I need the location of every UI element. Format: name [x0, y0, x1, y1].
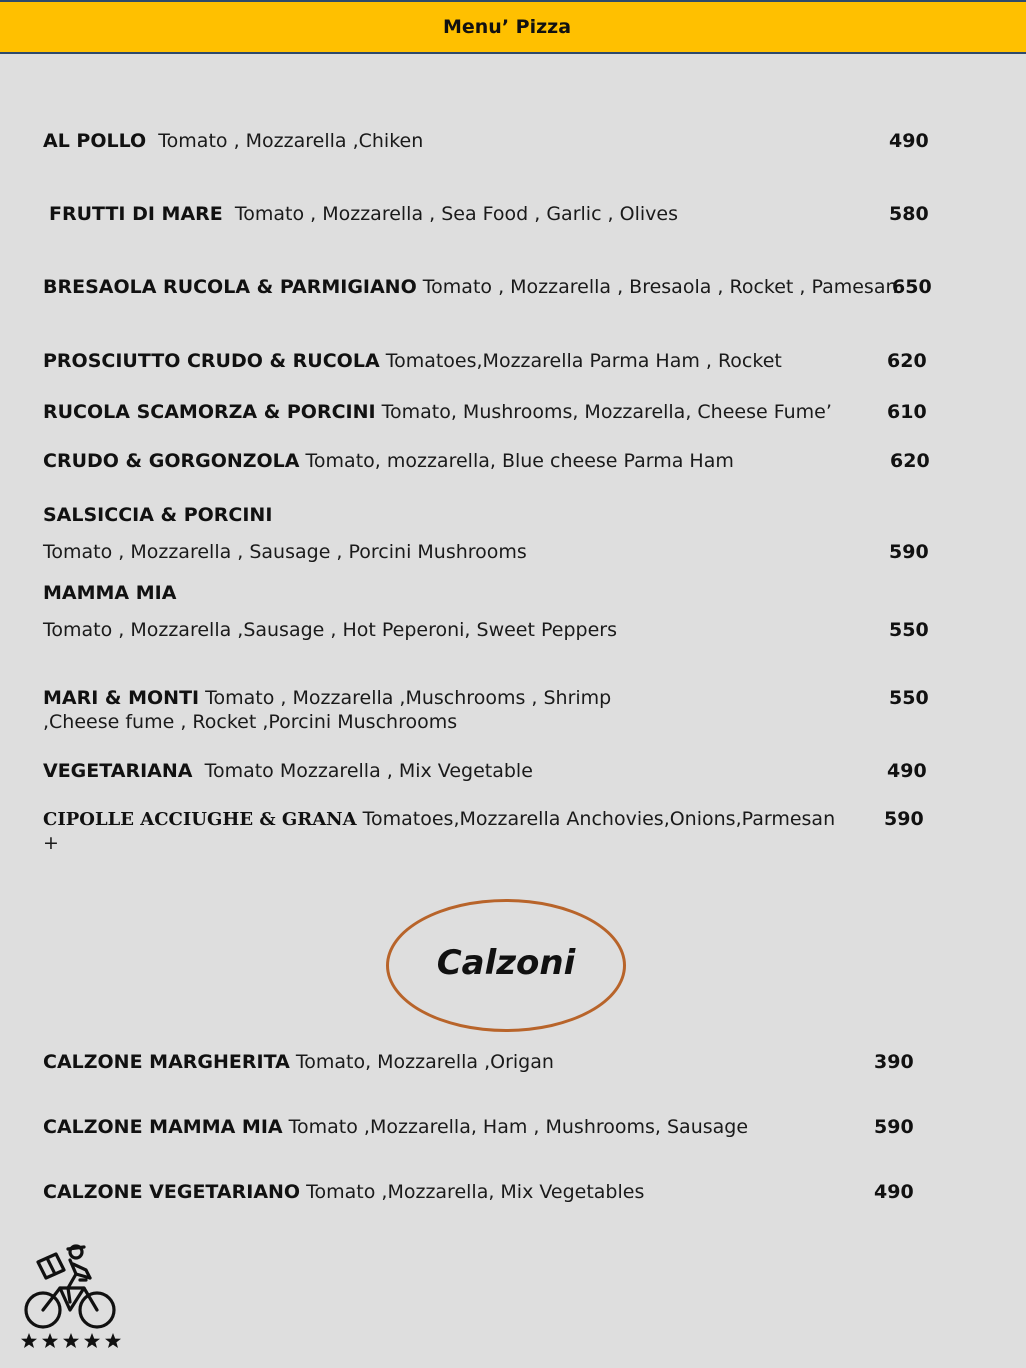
item-name: CALZONE MARGHERITA — [43, 1051, 290, 1073]
item-name: RUCOLA SCAMORZA & PORCINI — [43, 401, 376, 423]
menu-item-calzone-margherita — [43, 1050, 554, 1074]
section-title: Calzoni — [436, 942, 576, 983]
item-description: Tomatoes,Mozzarella Parma Ham , Rocket — [385, 350, 782, 372]
item-description: Tomato , Mozzarella , Bresaola , Rocket , Pamesan — [422, 276, 898, 298]
menu-item-crudo-gorgonzola — [43, 449, 734, 473]
item-description: Tomato , Mozzarella , Sausage , Porcini Mushrooms — [43, 541, 527, 563]
item-description: Tomato Mozzarella , Mix Vegetable — [204, 760, 533, 782]
rating-stars-icon — [20, 1332, 122, 1350]
item-price: 650 — [892, 276, 932, 298]
item-description: Tomato ,Mozzarella, Ham , Mushrooms, Sausage — [288, 1116, 749, 1138]
menu-item-mamma-mia — [43, 581, 176, 605]
menu-item-cipolle-acciughe-grana — [43, 807, 835, 832]
menu-item-al-pollo — [43, 129, 423, 153]
item-description: Tomato, Mozzarella ,Origan — [295, 1051, 554, 1073]
menu-item-salsiccia-porcini — [43, 503, 272, 527]
item-price: 590 — [874, 1116, 914, 1138]
item-name: AL POLLO — [43, 130, 147, 152]
item-description-continued: ,Cheese fume , Rocket ,Porcini Muschrooms — [43, 711, 458, 733]
menu-item-calzone-mamma-mia — [43, 1115, 748, 1139]
item-description-line — [43, 540, 527, 564]
item-name: BRESAOLA RUCOLA & PARMIGIANO — [43, 276, 417, 298]
item-price: 550 — [889, 619, 929, 641]
menu-item-rucola-scamorza-porcini — [43, 400, 832, 424]
menu-item-vegetariana — [43, 759, 533, 783]
item-name: CALZONE MAMMA MIA — [43, 1116, 283, 1138]
item-price: 620 — [887, 350, 927, 372]
item-name: MARI & MONTI — [43, 687, 200, 709]
item-description: Tomato, mozzarella, Blue cheese Parma Ham — [305, 450, 734, 472]
menu-item-prosciutto-crudo-rucola — [43, 349, 782, 373]
item-description-line — [43, 831, 59, 855]
item-name: FRUTTI DI MARE — [49, 203, 223, 225]
calzoni-section-badge — [386, 899, 626, 1032]
item-description-line — [43, 618, 617, 642]
item-price: 590 — [884, 808, 924, 830]
item-name: CRUDO & GORGONZOLA — [43, 450, 300, 472]
menu-item-calzone-vegetariano — [43, 1180, 644, 1204]
item-name: SALSICCIA & PORCINI — [43, 504, 273, 526]
item-price: 390 — [874, 1051, 914, 1073]
item-name: MAMMA MIA — [43, 582, 177, 604]
item-price: 590 — [889, 541, 929, 563]
item-description-continued: + — [43, 832, 59, 854]
item-name: CIPOLLE ACCIUGHE & GRANA — [43, 809, 357, 830]
item-price: 490 — [889, 130, 929, 152]
item-price: 490 — [887, 760, 927, 782]
item-description: Tomato, Mushrooms, Mozzarella, Cheese Fume’ — [381, 401, 832, 423]
item-description: Tomato , Mozzarella ,Muschrooms , Shrimp — [205, 687, 612, 709]
item-name: CALZONE VEGETARIANO — [43, 1181, 301, 1203]
menu-item-bresaola — [43, 275, 898, 299]
item-price: 550 — [889, 687, 929, 709]
item-price: 610 — [887, 401, 927, 423]
item-price: 490 — [874, 1181, 914, 1203]
menu-item-frutti-di-mare — [49, 202, 678, 226]
page-title: Menu’ Pizza — [442, 16, 572, 38]
item-price: 580 — [889, 203, 929, 225]
item-description: Tomato , Mozzarella ,Sausage , Hot Peperoni, Sweet Peppers — [43, 619, 617, 641]
item-description: Tomato ,Mozzarella, Mix Vegetables — [306, 1181, 645, 1203]
item-description-line — [43, 710, 457, 734]
item-description: Tomato , Mozzarella , Sea Food , Garlic , Olives — [234, 203, 678, 225]
item-description: Tomato , Mozzarella ,Chiken — [158, 130, 424, 152]
menu-item-mari-monti — [43, 686, 611, 710]
item-name: PROSCIUTTO CRUDO & RUCOLA — [43, 350, 380, 372]
item-description: Tomatoes,Mozzarella Anchovies,Onions,Parmesan — [362, 808, 836, 830]
item-name: VEGETARIANA — [43, 760, 193, 782]
item-price: 620 — [890, 450, 930, 472]
menu-header — [0, 0, 1026, 54]
